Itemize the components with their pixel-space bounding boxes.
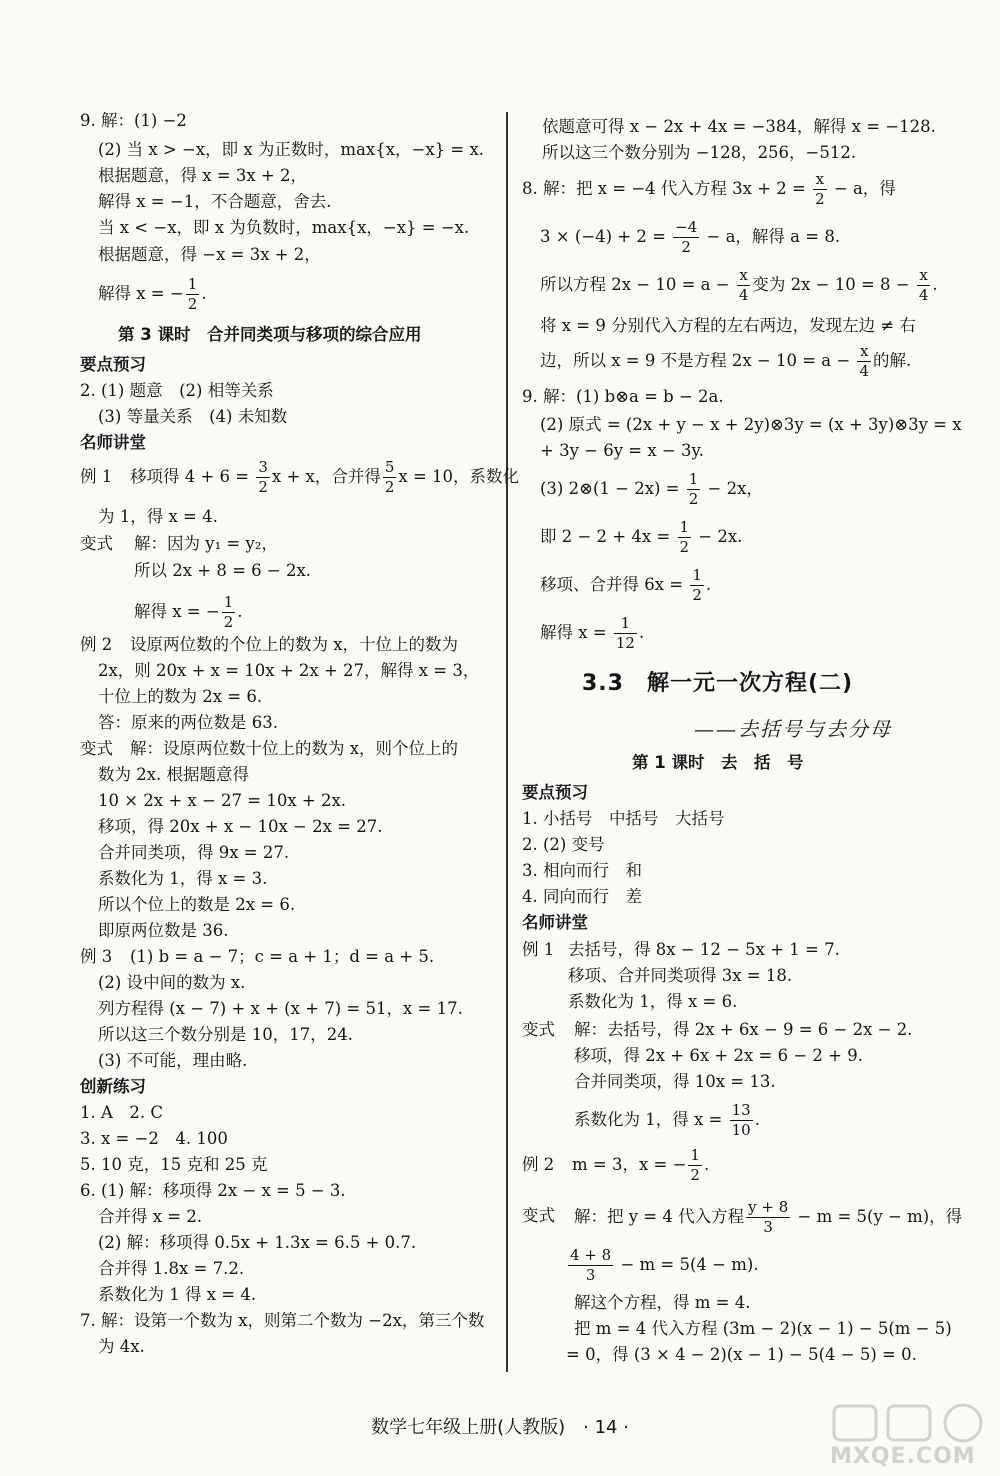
ex3-label: 例 3 — [80, 947, 113, 966]
var2-line8: 即原两位数是 36. — [98, 921, 229, 940]
section-title: 3.3 解一元一次方程(二) — [582, 671, 854, 696]
fraction: $\frac{x}{2}$ — [815, 170, 825, 208]
r-var1-line3: 合并同类项，得 10x = 13. — [574, 1072, 776, 1091]
yaodian-heading: 要点预习 — [80, 355, 146, 374]
watermark-logo — [830, 1400, 995, 1470]
p8-line4: 将 x = 9 分别代入方程的左右两边，发现左边 ≠ 右 — [540, 316, 916, 335]
fraction: $\frac{-4}{2}$ — [675, 218, 698, 256]
watermark-text: MXQE.COM — [830, 1444, 976, 1469]
cx-line9: 7. 解：设第一个数为 x，则第二个数为 −2x，第三个数 — [80, 1311, 485, 1330]
r-mingshi-heading: 名师讲堂 — [522, 913, 588, 932]
p8-line3: 所以方程 2x − 10 = a − $\frac{x}{4}$ 变为 2x − 10 = 8 − $\frac{x}{4}$ . — [540, 266, 938, 304]
var2-line1: 解：设原两位数十位上的数为 x，则个位上的 — [130, 739, 459, 758]
p9-line3: + 3y − 6y = x − 3y. — [540, 441, 704, 460]
ex2-line4: 答：原来的两位数是 63. — [98, 713, 278, 732]
var2-line5: 合并同类项，得 9x = 27. — [98, 843, 290, 862]
p9-line1: 9. 解：(1) b⊗a = b − 2a. — [522, 387, 724, 406]
cx-line4: 6. (1) 解：移项得 2x − x = 5 − 3. — [80, 1181, 346, 1200]
var1-line2: 所以 2x + 8 = 6 − 2x. — [134, 561, 312, 580]
problem9-line5: 当 x < −x，即 x 为负数时，max{x，−x} = −x. — [98, 218, 470, 237]
ex3-line1: (1) b = a − 7；c = a + 1；d = a + 5. — [130, 947, 435, 966]
fraction: $\frac{y + 8}{3}$ — [748, 1198, 789, 1236]
cx-line10: 为 4x. — [98, 1337, 145, 1356]
ex3-line4: 所以这三个数分别是 10，17，24. — [98, 1025, 353, 1044]
r-var1-line2: 移项，得 2x + 6x + 2x = 6 − 2 + 9. — [574, 1046, 863, 1065]
r-var1-label: 变式 — [522, 1020, 555, 1039]
var2-label: 变式 — [80, 739, 113, 758]
r-var1-line4: 系数化为 1，得 x = $\frac{13}{10}$ . — [574, 1101, 760, 1139]
ex1-label: 例 1 — [80, 467, 113, 486]
p7cont-line1: 依题意可得 x − 2x + 4x = −384，解得 x = −128. — [542, 117, 936, 136]
var1-line1: 解：因为 y₁ = y₂， — [134, 534, 278, 553]
ex2-line3: 十位上的数为 2x = 6. — [98, 687, 263, 706]
fraction: $\frac{1}{2}$ — [679, 518, 690, 556]
cx-line3: 5. 10 克，15 克和 25 克 — [80, 1155, 268, 1174]
problem9-line7: 解得 x = − $\frac{1}{2}$ . — [98, 275, 207, 313]
p8-line2: 3 × (−4) + 2 = $\frac{-4}{2}$ − a，解得 a = 8. — [540, 218, 841, 256]
var2-line2: 数为 2x. 根据题意得 — [98, 765, 250, 784]
fraction: $\frac{1}{12}$ — [615, 614, 635, 652]
fraction: $\frac{x}{4}$ — [918, 266, 929, 304]
r-ex1-line3: 系数化为 1，得 x = 6. — [568, 992, 738, 1011]
watermark-seal-icon — [830, 1400, 995, 1444]
r-var2-line2: $\frac{4 + 8}{3}$ − m = 5(4 − m). — [570, 1246, 759, 1284]
r-ex2-line1: m = 3，x = − $\frac{1}{2}$ . — [572, 1146, 710, 1184]
fraction: $\frac{5}{2}$ — [384, 458, 395, 496]
ex3-line5: (3) 不可能，理由略. — [98, 1051, 248, 1070]
p9-line4: (3) 2⊗(1 − 2x) = $\frac{1}{2}$ − 2x， — [540, 470, 763, 508]
p9-line5: 即 2 − 2 + 4x = $\frac{1}{2}$ − 2x. — [540, 518, 743, 556]
ex1-line1: 移项得 4 + 6 = $\frac{3}{2}$ x + x，合并得 $\frac{5}{2}$ x = 10，系数化 — [130, 458, 520, 496]
ex2-line2: 2x，则 20x + x = 10x + 2x + 27，解得 x = 3， — [98, 661, 480, 680]
yaodian-line2: (3) 等量关系 (4) 未知数 — [98, 407, 288, 426]
problem9-line3: 根据题意，得 x = 3x + 2， — [98, 166, 307, 185]
cx-line6: (2) 解：移项得 0.5x + 1.3x = 6.5 + 0.7. — [98, 1233, 417, 1252]
r-var2-line3: 解这个方程，得 m = 4. — [574, 1293, 751, 1312]
p9-line2: (2) 原式 = (2x + y − x + 2y)⊗3y = (x + 3y)⊗3y = x — [540, 415, 962, 434]
fraction: $\frac{1}{2}$ — [690, 1146, 700, 1184]
r-var2-line1: 解：把 y = 4 代入方程 $\frac{y + 8}{3}$ − m = 5(y − m)，得 — [574, 1198, 963, 1236]
column-divider — [506, 112, 508, 1372]
problem9-line1: 9. 解：(1) −2 — [80, 111, 187, 130]
page-footer: 数学七年级上册(人教版) · 14 · — [371, 1417, 629, 1438]
cx-line7: 合并得 1.8x = 7.2. — [98, 1259, 245, 1278]
fraction: $\frac{4 + 8}{3}$ — [570, 1246, 612, 1284]
r-var2-line5: = 0，得 (3 × 4 − 2)(x − 1) − 5(4 − 5) = 0. — [566, 1345, 917, 1364]
var2-line6: 系数化为 1，得 x = 3. — [98, 869, 268, 888]
problem9-line6: 根据题意，得 −x = 3x + 2， — [98, 245, 321, 264]
r-ex1-label: 例 1 — [522, 940, 555, 959]
r-yaodian-line3: 3. 相向而行 和 — [522, 861, 642, 880]
fraction: $\frac{13}{10}$ — [731, 1101, 751, 1139]
r-var2-line4: 把 m = 4 代入方程 (3m − 2)(x − 1) − 5(m − 5) — [574, 1319, 952, 1338]
p8-line1: 8. 解：把 x = −4 代入方程 3x + 2 = $\frac{x}{2}$ − a，得 — [522, 170, 896, 208]
fraction: $\frac{x}{4}$ — [738, 266, 749, 304]
r-yaodian-line2: 2. (2) 变号 — [522, 835, 605, 854]
fraction: $\frac{1}{2}$ — [223, 593, 234, 631]
fraction: $\frac{1}{2}$ — [692, 566, 702, 604]
cx-line1: 1. A 2. C — [80, 1103, 164, 1122]
yaodian-line1: 2. (1) 题意 (2) 相等关系 — [80, 381, 274, 400]
var2-line7: 所以个位上的数是 2x = 6. — [98, 895, 296, 914]
p9-line6: 移项、合并得 6x = $\frac{1}{2}$ . — [540, 566, 712, 604]
r-yaodian-line4: 4. 同向而行 差 — [522, 887, 642, 906]
section-subtitle: ——去括号与去分母 — [694, 717, 892, 741]
r-var1-line1: 解：去括号，得 2x + 6x − 9 = 6 − 2x − 2. — [574, 1020, 913, 1039]
fraction: $\frac{1}{2}$ — [187, 275, 198, 313]
ex1-line2: 为 1，得 x = 4. — [98, 507, 218, 526]
r-var2-label: 变式 — [522, 1206, 555, 1225]
p7cont-line2: 所以这三个数分别为 −128，256，−512. — [542, 143, 857, 162]
var1-line3: 解得 x = − $\frac{1}{2}$ . — [134, 593, 243, 631]
ex2-line1: 设原两位数的个位上的数为 x，十位上的数为 — [130, 635, 459, 654]
p9-line7: 解得 x = $\frac{1}{12}$ . — [540, 614, 645, 652]
lesson1-title: 第 1 课时 去 括 号 — [632, 753, 804, 772]
lesson3-title: 第 3 课时 合并同类项与移项的综合应用 — [118, 325, 422, 344]
problem9-line2: (2) 当 x > −x，即 x 为正数时，max{x，−x} = x. — [98, 140, 484, 159]
var2-line4: 移项，得 20x + x − 10x − 2x = 27. — [98, 817, 383, 836]
fraction: $\frac{1}{2}$ — [688, 470, 699, 508]
r-ex2-label: 例 2 — [522, 1155, 555, 1174]
cx-line8: 系数化为 1 得 x = 4. — [98, 1285, 257, 1304]
cx-line2: 3. x = −2 4. 100 — [80, 1129, 228, 1148]
r-ex1-line2: 移项、合并同类项得 3x = 18. — [568, 966, 793, 985]
r-yaodian-heading: 要点预习 — [522, 783, 588, 802]
r-yaodian-line1: 1. 小括号 中括号 大括号 — [522, 809, 725, 828]
var2-line3: 10 × 2x + x − 27 = 10x + 2x. — [98, 791, 347, 810]
mingshi-heading: 名师讲堂 — [80, 433, 146, 452]
r-ex1-line1: 去括号，得 8x − 12 − 5x + 1 = 7. — [568, 940, 840, 959]
ex3-line3: 列方程得 (x − 7) + x + (x + 7) = 51，x = 17. — [98, 999, 463, 1018]
fraction: $\frac{3}{2}$ — [258, 458, 268, 496]
problem9-line4: 解得 x = −1，不合题意，舍去. — [98, 192, 332, 211]
ex2-label: 例 2 — [80, 635, 113, 654]
fraction: $\frac{x}{4}$ — [859, 342, 869, 380]
ex3-line2: (2) 设中间的数为 x. — [98, 973, 246, 992]
p8-line5: 边，所以 x = 9 不是方程 2x − 10 = a − $\frac{x}{4}$ 的解. — [540, 342, 912, 380]
cx-line5: 合并得 x = 2. — [98, 1207, 203, 1226]
var1-label: 变式 — [80, 534, 113, 553]
chuangxin-heading: 创新练习 — [80, 1077, 146, 1096]
